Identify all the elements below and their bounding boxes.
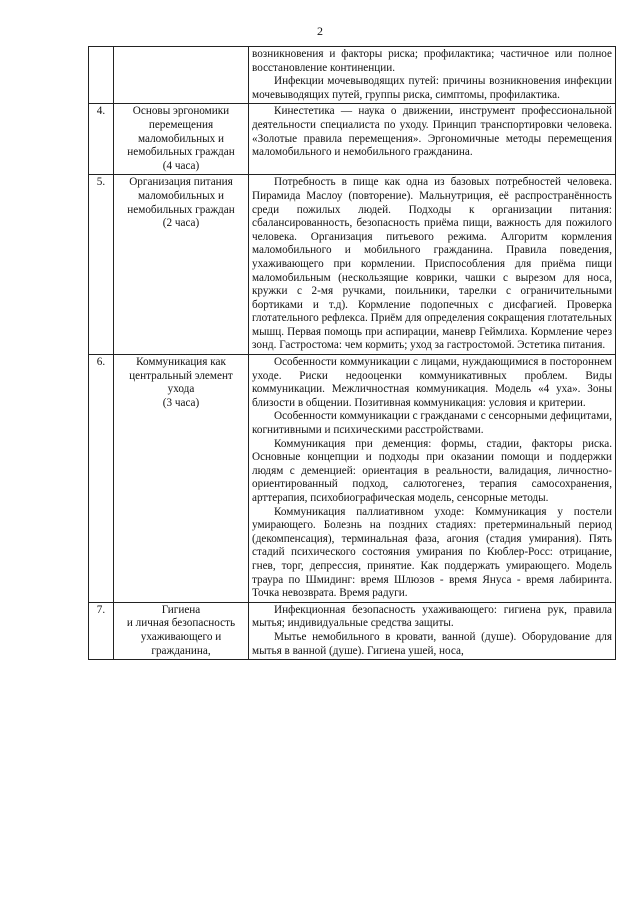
topic-line: Коммуникация как bbox=[136, 356, 226, 369]
topic-line: маломобильных и bbox=[138, 189, 224, 202]
topic-line: перемещения bbox=[148, 118, 214, 131]
content-paragraph: Кинестетика — наука о движении, инструмент профессиональной деятельности специалиста по уходу. Принцип транспортировки человека. «Золотые правила перемещения». Эргономичные методы перемещения маломобильного и немобильного гражданина. bbox=[252, 105, 612, 159]
row-number: 6. bbox=[89, 355, 114, 603]
table-row bbox=[89, 47, 616, 104]
content-paragraph: Потребность в пище как одна из базовых потребностей человека. Пирамида Маслоу (повторение). Мальнутриция, её распространённость среди пожилых людей. Подходы к организации питания: сбалансированность, безопасность приёма пищи, важность для пожилого человека. Организация питьевого режима. Алгоритм кормления маломобильного и мобильного гражданина. Правила поведения, ухаживающего при кормлении. Приспособления для приёма пищи маломобильным (нескользящие коврики, чашки с вырезом для носа, кружки с 2-мя ручками, поильники, тарелки с ограничительными бортиками и т.д). Кормление подопечных с дисфагией. Проверка глотательного рефлекса. Приём для определения сокращения глотательных мышц. Первая помощь при аспирации, маневр Геймлиха. Кормление через зонд. Гастростома: чем кормить; уход за гастростомой. Эстетика питания. bbox=[252, 176, 612, 352]
content-cell bbox=[249, 175, 616, 355]
table-body bbox=[89, 47, 616, 660]
topic-line: (4 часа) bbox=[162, 159, 200, 172]
content-paragraph: Особенности коммуникации с гражданами с сенсорными дефицитами, когнитивными и психическими расстройствами. bbox=[252, 410, 612, 437]
table-row bbox=[89, 104, 616, 175]
page-number: 2 bbox=[317, 24, 323, 38]
topic-line: (2 часа) bbox=[162, 217, 200, 230]
curriculum-table bbox=[88, 46, 616, 660]
content-cell bbox=[249, 47, 616, 104]
topic-line: ухаживающего и bbox=[140, 630, 222, 643]
content-paragraph: Мытье немобильного в кровати, ванной (душе). Оборудование для мытья в ванной (душе). Гигиена ушей, носа, bbox=[252, 630, 612, 657]
content-paragraph: Коммуникация паллиативном уходе: Коммуникация у постели умирающего. Болезнь на поздних стадиях: претерминальный период (декомпенсация), терминальная фаза, агония (стадия умирания). Пять стадий психического состояния умирания по Кюблер-Росс: отрицание, гнев, торг, депрессия, принятие. Как поддержать умирающего. Модель траура по Шмидинг: время Шлюзов - время Януса - время лабиринта. Точка невозврата. Время радуги. bbox=[252, 505, 612, 600]
topic-cell bbox=[114, 104, 249, 175]
topic-cell bbox=[114, 175, 249, 355]
content-paragraph: Коммуникация при деменция: формы, стадии, факторы риска. Основные концепции и подходы при оказании помощи и поддержки людям с деменцией: ориентация в реальности, валидация, личностно-ориентированный подход, салютогенез, терапия самосохранения, арттерапия, психобиографическая модель, сенсорные методы. bbox=[252, 437, 612, 504]
content-cell bbox=[249, 602, 616, 659]
row-number: 7. bbox=[89, 602, 114, 659]
row-number bbox=[89, 47, 114, 104]
content-paragraph: возникновения и факторы риска; профилактика; частичное или полное восстановление континенции. bbox=[252, 48, 612, 74]
topic-line: ухода bbox=[167, 383, 195, 396]
topic-line: Организация питания bbox=[129, 176, 233, 189]
topic-cell bbox=[114, 355, 249, 603]
content-paragraph: Инфекции мочевыводящих путей: причины возникновения инфекции мочевыводящих путей, группы риска, симптомы, профилактика. bbox=[252, 75, 612, 101]
topic-cell bbox=[114, 602, 249, 659]
content-paragraph: Особенности коммуникации с лицами, нуждающимися в постороннем уходе. Риски недооценки коммуникативных проблем. Виды коммуникации. Межличностная коммуникация. Модель «4 уха». Зоны близости в общении. Позитивная коммуникация: условия и критерии. bbox=[252, 356, 612, 409]
row-number: 4. bbox=[89, 104, 114, 175]
row-number: 5. bbox=[89, 175, 114, 355]
topic-line: и личная безопасность bbox=[126, 617, 236, 630]
topic-line: немобильных граждан bbox=[127, 146, 235, 159]
table-row bbox=[89, 175, 616, 355]
topic-line: маломобильных и bbox=[138, 132, 224, 145]
topic-cell bbox=[114, 47, 249, 104]
topic-line: немобильных граждан bbox=[127, 203, 235, 216]
topic-line: центральный элемент bbox=[129, 369, 233, 382]
table-row bbox=[89, 602, 616, 659]
content-cell bbox=[249, 104, 616, 175]
topic-line: Основы эргономики bbox=[132, 105, 230, 118]
topic-line: Гигиена bbox=[161, 603, 201, 616]
topic-line: (3 часа) bbox=[162, 396, 200, 409]
table-row bbox=[89, 355, 616, 603]
content-paragraph: Инфекционная безопасность ухаживающего: гигиена рук, правила мытья; индивидуальные средства защиты. bbox=[252, 603, 612, 630]
content-cell bbox=[249, 355, 616, 603]
topic-line: гражданина, bbox=[151, 644, 211, 657]
